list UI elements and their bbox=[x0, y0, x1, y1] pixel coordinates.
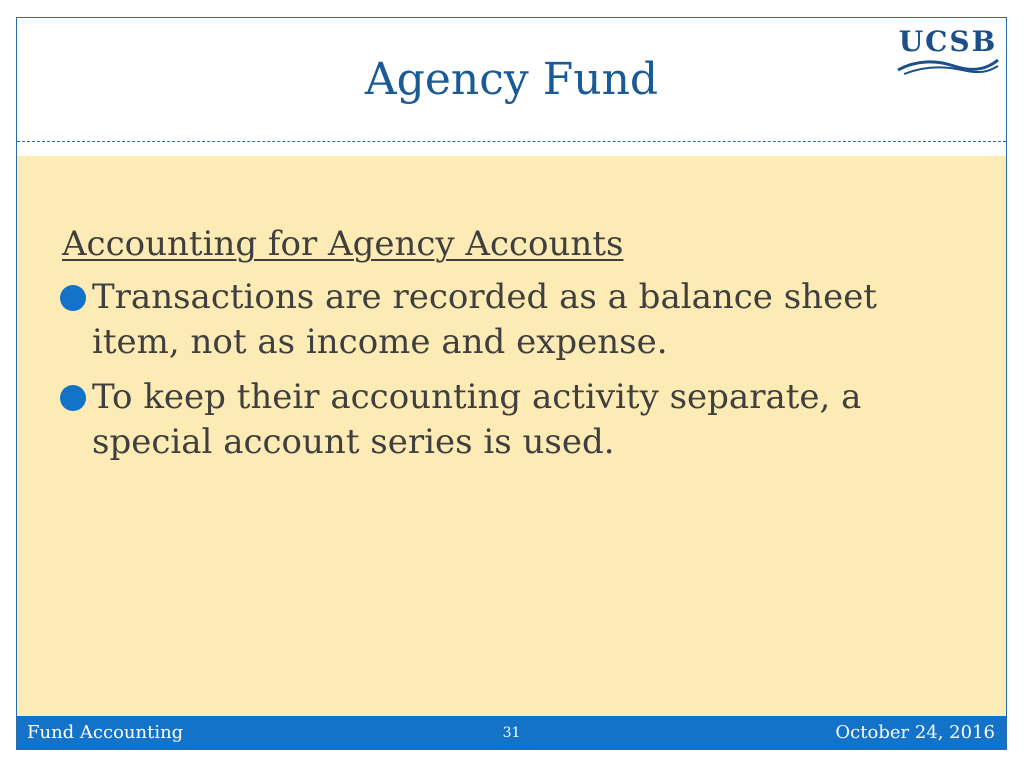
bullet-item bbox=[60, 375, 940, 465]
bullet-icon bbox=[60, 285, 86, 311]
bullet-icon bbox=[60, 385, 86, 411]
bullet-item bbox=[60, 275, 940, 365]
bullet-text: Transactions are recorded as a balance sheet item, not as income and expense. bbox=[92, 277, 877, 362]
header-divider bbox=[17, 141, 1006, 142]
page-number: 31 bbox=[502, 725, 521, 741]
slide-title: Agency Fund bbox=[364, 54, 659, 105]
ucsb-logo bbox=[896, 26, 1000, 76]
footer-date: October 24, 2016 bbox=[835, 722, 995, 743]
section-heading: Accounting for Agency Accounts bbox=[62, 224, 624, 264]
logo-wordmark: UCSB bbox=[898, 25, 998, 58]
wave-icon bbox=[896, 56, 1000, 76]
footer-course-title: Fund Accounting bbox=[27, 722, 184, 743]
bullet-text: To keep their accounting activity separate, a special account series is used. bbox=[92, 377, 862, 462]
footer-bar bbox=[17, 716, 1006, 750]
